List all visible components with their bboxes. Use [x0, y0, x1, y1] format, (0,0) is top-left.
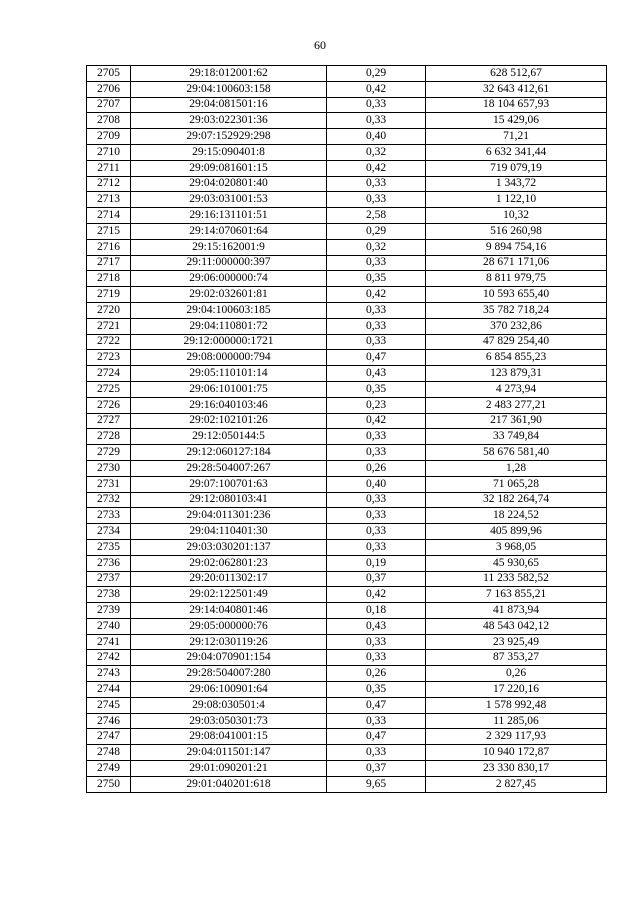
rate-cell: 0,35 — [327, 682, 426, 698]
cadastral-number-cell: 29:16:040103:46 — [131, 397, 327, 413]
table-row — [87, 271, 607, 287]
row-number-cell: 2705 — [87, 66, 131, 82]
table-row — [87, 192, 607, 208]
table-row — [87, 650, 607, 666]
amount-cell: 71,21 — [426, 129, 607, 145]
table-row — [87, 97, 607, 113]
table-row — [87, 350, 607, 366]
row-number-cell: 2739 — [87, 603, 131, 619]
cadastral-number-cell: 29:08:041001:15 — [131, 729, 327, 745]
table-row — [87, 445, 607, 461]
rate-cell: 0,26 — [327, 666, 426, 682]
table-row — [87, 571, 607, 587]
row-number-cell: 2748 — [87, 745, 131, 761]
cadastral-number-cell: 29:05:110101:14 — [131, 366, 327, 382]
row-number-cell: 2713 — [87, 192, 131, 208]
amount-cell: 10,32 — [426, 208, 607, 224]
table-row — [87, 745, 607, 761]
rate-cell: 9,65 — [327, 776, 426, 792]
table-row — [87, 144, 607, 160]
cadastral-number-cell: 29:04:100603:158 — [131, 81, 327, 97]
table-row — [87, 255, 607, 271]
amount-cell: 35 782 718,24 — [426, 302, 607, 318]
rate-cell: 0,42 — [327, 287, 426, 303]
rate-cell: 0,33 — [327, 429, 426, 445]
row-number-cell: 2707 — [87, 97, 131, 113]
table-row — [87, 113, 607, 129]
row-number-cell: 2731 — [87, 476, 131, 492]
cadastral-number-cell: 29:14:070601:64 — [131, 223, 327, 239]
row-number-cell: 2745 — [87, 697, 131, 713]
row-number-cell: 2712 — [87, 176, 131, 192]
row-number-cell: 2729 — [87, 445, 131, 461]
rate-cell: 0,33 — [327, 334, 426, 350]
amount-cell: 23 925,49 — [426, 634, 607, 650]
table-row — [87, 587, 607, 603]
table-row — [87, 508, 607, 524]
rate-cell: 0,43 — [327, 366, 426, 382]
amount-cell: 2 483 277,21 — [426, 397, 607, 413]
amount-cell: 28 671 171,06 — [426, 255, 607, 271]
table-row — [87, 334, 607, 350]
rate-cell: 0,33 — [327, 255, 426, 271]
page-number: 60 — [314, 38, 326, 52]
amount-cell: 1 578 992,48 — [426, 697, 607, 713]
row-number-cell: 2717 — [87, 255, 131, 271]
cadastral-number-cell: 29:04:011501:147 — [131, 745, 327, 761]
rate-cell: 0,18 — [327, 603, 426, 619]
amount-cell: 47 829 254,40 — [426, 334, 607, 350]
rate-cell: 0,33 — [327, 492, 426, 508]
rate-cell: 0,33 — [327, 508, 426, 524]
cadastral-number-cell: 29:04:110801:72 — [131, 318, 327, 334]
table-row — [87, 713, 607, 729]
amount-cell: 15 429,06 — [426, 113, 607, 129]
row-number-cell: 2727 — [87, 413, 131, 429]
rate-cell: 0,43 — [327, 618, 426, 634]
row-number-cell: 2723 — [87, 350, 131, 366]
rate-cell: 0,33 — [327, 650, 426, 666]
row-number-cell: 2744 — [87, 682, 131, 698]
rate-cell: 0,33 — [327, 302, 426, 318]
table-row — [87, 492, 607, 508]
cadastral-number-cell: 29:04:100603:185 — [131, 302, 327, 318]
rate-cell: 0,32 — [327, 144, 426, 160]
rate-cell: 0,19 — [327, 555, 426, 571]
amount-cell: 628 512,67 — [426, 66, 607, 82]
amount-cell: 1 343,72 — [426, 176, 607, 192]
table-row — [87, 381, 607, 397]
table-row — [87, 176, 607, 192]
row-number-cell: 2742 — [87, 650, 131, 666]
cadastral-number-cell: 29:02:102101:26 — [131, 413, 327, 429]
data-table — [86, 65, 607, 793]
cadastral-number-cell: 29:05:000000:76 — [131, 618, 327, 634]
rate-cell: 0,29 — [327, 223, 426, 239]
table-row — [87, 460, 607, 476]
table-row — [87, 634, 607, 650]
table-row — [87, 603, 607, 619]
amount-cell: 10 593 655,40 — [426, 287, 607, 303]
row-number-cell: 2721 — [87, 318, 131, 334]
row-number-cell: 2716 — [87, 239, 131, 255]
row-number-cell: 2743 — [87, 666, 131, 682]
row-number-cell: 2736 — [87, 555, 131, 571]
row-number-cell: 2747 — [87, 729, 131, 745]
table-row — [87, 682, 607, 698]
cadastral-number-cell: 29:12:060127:184 — [131, 445, 327, 461]
rate-cell: 0,32 — [327, 239, 426, 255]
rate-cell: 0,37 — [327, 761, 426, 777]
table-row — [87, 524, 607, 540]
amount-cell: 11 233 582,52 — [426, 571, 607, 587]
cadastral-number-cell: 29:12:000000:1721 — [131, 334, 327, 350]
cadastral-number-cell: 29:06:100901:64 — [131, 682, 327, 698]
table-row — [87, 287, 607, 303]
cadastral-number-cell: 29:08:030501:4 — [131, 697, 327, 713]
table-row — [87, 160, 607, 176]
table-row — [87, 239, 607, 255]
table-row — [87, 366, 607, 382]
row-number-cell: 2749 — [87, 761, 131, 777]
row-number-cell: 2708 — [87, 113, 131, 129]
row-number-cell: 2709 — [87, 129, 131, 145]
cadastral-number-cell: 29:03:031001:53 — [131, 192, 327, 208]
row-number-cell: 2746 — [87, 713, 131, 729]
amount-cell: 87 353,27 — [426, 650, 607, 666]
rate-cell: 0,33 — [327, 176, 426, 192]
amount-cell: 719 079,19 — [426, 160, 607, 176]
cadastral-number-cell: 29:15:162001:9 — [131, 239, 327, 255]
row-number-cell: 2714 — [87, 208, 131, 224]
amount-cell: 32 182 264,74 — [426, 492, 607, 508]
table-row — [87, 223, 607, 239]
amount-cell: 6 632 341,44 — [426, 144, 607, 160]
cadastral-number-cell: 29:18:012001:62 — [131, 66, 327, 82]
cadastral-number-cell: 29:07:100701:63 — [131, 476, 327, 492]
rate-cell: 2,58 — [327, 208, 426, 224]
rate-cell: 0,35 — [327, 381, 426, 397]
amount-cell: 1,28 — [426, 460, 607, 476]
rate-cell: 0,33 — [327, 634, 426, 650]
table-row — [87, 66, 607, 82]
cadastral-number-cell: 29:03:050301:73 — [131, 713, 327, 729]
amount-cell: 11 285,06 — [426, 713, 607, 729]
table-row — [87, 413, 607, 429]
amount-cell: 7 163 855,21 — [426, 587, 607, 603]
cadastral-number-cell: 29:20:011302:17 — [131, 571, 327, 587]
table-row — [87, 81, 607, 97]
amount-cell: 23 330 830,17 — [426, 761, 607, 777]
rate-cell: 0,33 — [327, 745, 426, 761]
row-number-cell: 2733 — [87, 508, 131, 524]
cadastral-number-cell: 29:12:030119:26 — [131, 634, 327, 650]
amount-cell: 4 273,94 — [426, 381, 607, 397]
row-number-cell: 2728 — [87, 429, 131, 445]
amount-cell: 6 854 855,23 — [426, 350, 607, 366]
amount-cell: 3 968,05 — [426, 539, 607, 555]
cadastral-number-cell: 29:09:081601:15 — [131, 160, 327, 176]
cadastral-number-cell: 29:11:000000:397 — [131, 255, 327, 271]
table-body — [87, 66, 607, 793]
cadastral-number-cell: 29:04:081501:16 — [131, 97, 327, 113]
row-number-cell: 2750 — [87, 776, 131, 792]
amount-cell: 516 260,98 — [426, 223, 607, 239]
row-number-cell: 2711 — [87, 160, 131, 176]
cadastral-number-cell: 29:03:030201:137 — [131, 539, 327, 555]
row-number-cell: 2741 — [87, 634, 131, 650]
row-number-cell: 2725 — [87, 381, 131, 397]
rate-cell: 0,33 — [327, 97, 426, 113]
rate-cell: 0,47 — [327, 697, 426, 713]
cadastral-number-cell: 29:08:000000:794 — [131, 350, 327, 366]
rate-cell: 0,29 — [327, 66, 426, 82]
rate-cell: 0,35 — [327, 271, 426, 287]
amount-cell: 10 940 172,87 — [426, 745, 607, 761]
amount-cell: 17 220,16 — [426, 682, 607, 698]
cadastral-number-cell: 29:12:050144:5 — [131, 429, 327, 445]
cadastral-number-cell: 29:04:070901:154 — [131, 650, 327, 666]
amount-cell: 18 104 657,93 — [426, 97, 607, 113]
rate-cell: 0,33 — [327, 713, 426, 729]
table-row — [87, 761, 607, 777]
row-number-cell: 2738 — [87, 587, 131, 603]
cadastral-number-cell: 29:03:022301:36 — [131, 113, 327, 129]
rate-cell: 0,42 — [327, 81, 426, 97]
cadastral-number-cell: 29:04:011301:236 — [131, 508, 327, 524]
row-number-cell: 2718 — [87, 271, 131, 287]
cadastral-number-cell: 29:16:131101:51 — [131, 208, 327, 224]
table-row — [87, 302, 607, 318]
cadastral-number-cell: 29:28:504007:267 — [131, 460, 327, 476]
table-row — [87, 129, 607, 145]
amount-cell: 2 827,45 — [426, 776, 607, 792]
rate-cell: 0,33 — [327, 445, 426, 461]
cadastral-number-cell: 29:06:000000:74 — [131, 271, 327, 287]
row-number-cell: 2737 — [87, 571, 131, 587]
row-number-cell: 2719 — [87, 287, 131, 303]
amount-cell: 123 879,31 — [426, 366, 607, 382]
cadastral-number-cell: 29:04:020801:40 — [131, 176, 327, 192]
cadastral-number-cell: 29:04:110401:30 — [131, 524, 327, 540]
table-row — [87, 776, 607, 792]
row-number-cell: 2732 — [87, 492, 131, 508]
rate-cell: 0,42 — [327, 587, 426, 603]
table-row — [87, 539, 607, 555]
table-row — [87, 318, 607, 334]
row-number-cell: 2710 — [87, 144, 131, 160]
amount-cell: 1 122,10 — [426, 192, 607, 208]
amount-cell: 71 065,28 — [426, 476, 607, 492]
amount-cell: 48 543 042,12 — [426, 618, 607, 634]
rate-cell: 0,40 — [327, 476, 426, 492]
table-row — [87, 666, 607, 682]
table-row — [87, 476, 607, 492]
row-number-cell: 2735 — [87, 539, 131, 555]
amount-cell: 41 873,94 — [426, 603, 607, 619]
amount-cell: 217 361,90 — [426, 413, 607, 429]
amount-cell: 8 811 979,75 — [426, 271, 607, 287]
rate-cell: 0,42 — [327, 160, 426, 176]
row-number-cell: 2720 — [87, 302, 131, 318]
row-number-cell: 2722 — [87, 334, 131, 350]
row-number-cell: 2726 — [87, 397, 131, 413]
rate-cell: 0,37 — [327, 571, 426, 587]
rate-cell: 0,33 — [327, 113, 426, 129]
table-row — [87, 729, 607, 745]
table-row — [87, 555, 607, 571]
table-row — [87, 429, 607, 445]
cadastral-number-cell: 29:02:032601:81 — [131, 287, 327, 303]
rate-cell: 0,33 — [327, 539, 426, 555]
row-number-cell: 2740 — [87, 618, 131, 634]
table-row — [87, 697, 607, 713]
amount-cell: 370 232,86 — [426, 318, 607, 334]
cadastral-number-cell: 29:15:090401:8 — [131, 144, 327, 160]
cadastral-number-cell: 29:12:080103:41 — [131, 492, 327, 508]
cadastral-number-cell: 29:28:504007:280 — [131, 666, 327, 682]
cadastral-number-cell: 29:02:062801:23 — [131, 555, 327, 571]
rate-cell: 0,33 — [327, 524, 426, 540]
rate-cell: 0,40 — [327, 129, 426, 145]
table-row — [87, 618, 607, 634]
amount-cell: 0,26 — [426, 666, 607, 682]
row-number-cell: 2706 — [87, 81, 131, 97]
amount-cell: 32 643 412,61 — [426, 81, 607, 97]
table-row — [87, 208, 607, 224]
rate-cell: 0,33 — [327, 192, 426, 208]
row-number-cell: 2734 — [87, 524, 131, 540]
cadastral-number-cell: 29:07:152929:298 — [131, 129, 327, 145]
rate-cell: 0,23 — [327, 397, 426, 413]
amount-cell: 9 894 754,16 — [426, 239, 607, 255]
rate-cell: 0,47 — [327, 350, 426, 366]
row-number-cell: 2715 — [87, 223, 131, 239]
cadastral-number-cell: 29:14:040801:46 — [131, 603, 327, 619]
amount-cell: 33 749,84 — [426, 429, 607, 445]
cadastral-number-cell: 29:02:122501:49 — [131, 587, 327, 603]
table-row — [87, 397, 607, 413]
rate-cell: 0,26 — [327, 460, 426, 476]
amount-cell: 405 899,96 — [426, 524, 607, 540]
cadastral-number-cell: 29:06:101001:75 — [131, 381, 327, 397]
amount-cell: 45 930,65 — [426, 555, 607, 571]
cadastral-number-cell: 29:01:040201:618 — [131, 776, 327, 792]
rate-cell: 0,47 — [327, 729, 426, 745]
row-number-cell: 2724 — [87, 366, 131, 382]
cadastral-number-cell: 29:01:090201:21 — [131, 761, 327, 777]
amount-cell: 58 676 581,40 — [426, 445, 607, 461]
rate-cell: 0,33 — [327, 318, 426, 334]
amount-cell: 18 224,52 — [426, 508, 607, 524]
row-number-cell: 2730 — [87, 460, 131, 476]
amount-cell: 2 329 117,93 — [426, 729, 607, 745]
rate-cell: 0,42 — [327, 413, 426, 429]
